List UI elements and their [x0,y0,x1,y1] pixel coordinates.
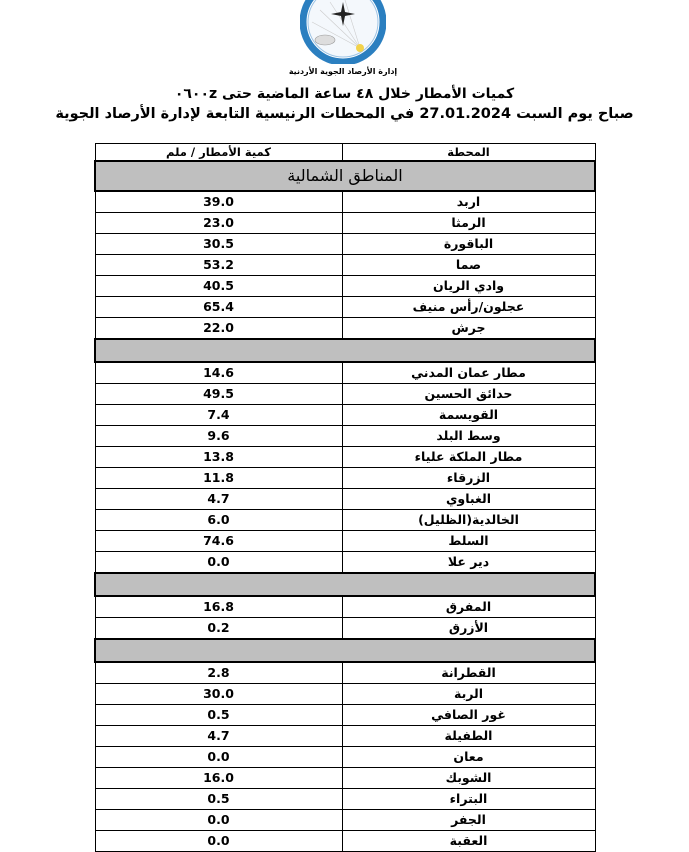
region-header-row [95,573,595,596]
table-row [95,405,595,426]
station-name: الباقورة [342,234,595,255]
jmd-logo [300,0,386,64]
station-name: الزرقاء [342,468,595,489]
station-name: القويسمة [342,405,595,426]
table-row [95,747,595,768]
station-name: العقبة [342,831,595,852]
station-name: صما [342,255,595,276]
rain-amount: 9.6 [95,426,342,447]
rain-amount: 16.0 [95,768,342,789]
station-name: الأزرق [342,618,595,640]
table-row [95,510,595,531]
region-header-row [95,161,595,191]
station-name: مطار الملكة علياء [342,447,595,468]
table-row [95,726,595,747]
station-name: الطفيلة [342,726,595,747]
table-header-row [95,144,595,162]
rain-amount: 40.5 [95,276,342,297]
table-row [95,426,595,447]
rain-amount: 4.7 [95,726,342,747]
table-row [95,768,595,789]
rain-amount: 6.0 [95,510,342,531]
logo-caption: إدارة الأرصاد الجوية الأردنية [288,67,398,76]
station-name: مطار عمان المدني [342,362,595,384]
rain-amount: 0.5 [95,705,342,726]
table-row [95,468,595,489]
rain-amount: 0.0 [95,552,342,574]
rain-amount: 13.8 [95,447,342,468]
report-subtitle: صباح يوم السبت 27.01.2024 في المحطات الرنيسية التابعة لإدارة الأرصاد الجوية [55,106,634,122]
table-row [95,489,595,510]
station-name: غور الصافي [342,705,595,726]
station-name: وسط البلد [342,426,595,447]
rain-amount: 0.0 [95,747,342,768]
station-name: الخالدية(الظليل) [342,510,595,531]
region-header-row [95,339,595,362]
rain-amount: 11.8 [95,468,342,489]
table-row [95,705,595,726]
table-row [95,531,595,552]
rain-amount: 49.5 [95,384,342,405]
rain-amount: 39.0 [95,191,342,213]
rain-amount: 30.0 [95,684,342,705]
table-row [95,318,595,340]
table-row [95,234,595,255]
rain-amount: 74.6 [95,531,342,552]
rain-amount: 53.2 [95,255,342,276]
table-row [95,276,595,297]
station-name: وادي الريان [342,276,595,297]
rain-amount: 4.7 [95,489,342,510]
station-name: الشوبك [342,768,595,789]
rain-amount: 7.4 [95,405,342,426]
station-name: الرمثا [342,213,595,234]
station-name: السلط [342,531,595,552]
region-name [95,573,595,596]
table-row [95,810,595,831]
table-row [95,684,595,705]
table-row [95,552,595,574]
table-row [95,662,595,684]
station-name: دير علا [342,552,595,574]
table-row [95,596,595,618]
region-name: المناطق الشمالية [95,161,595,191]
station-name: الجفر [342,810,595,831]
station-name: اربد [342,191,595,213]
rain-amount: 65.4 [95,297,342,318]
table-row [95,362,595,384]
rain-amount: 22.0 [95,318,342,340]
region-name [95,339,595,362]
table-row [95,213,595,234]
table-row [95,384,595,405]
table-row [95,255,595,276]
station-name: القطرانة [342,662,595,684]
column-header-amount: كمية الأمطار / ملم [95,144,342,162]
rain-amount: 0.5 [95,789,342,810]
table-row [95,789,595,810]
rainfall-table [94,143,596,852]
rain-amount: 0.0 [95,831,342,852]
station-name: جرش [342,318,595,340]
region-header-row [95,639,595,662]
station-name: معان [342,747,595,768]
table-row [95,831,595,852]
region-name [95,639,595,662]
station-name: البتراء [342,789,595,810]
station-name: الربة [342,684,595,705]
rain-amount: 23.0 [95,213,342,234]
station-name: حدائق الحسين [342,384,595,405]
rain-amount: 2.8 [95,662,342,684]
rain-amount: 0.2 [95,618,342,640]
rain-amount: 14.6 [95,362,342,384]
rain-amount: 16.8 [95,596,342,618]
station-name: المفرق [342,596,595,618]
table-row [95,297,595,318]
station-name: عجلون/رأس منيف [342,297,595,318]
station-name: الغباوي [342,489,595,510]
table-row [95,447,595,468]
column-header-station: المحطة [342,144,595,162]
report-title: كميات الأمطار خلال ٤٨ ساعة الماضية حتى ٠٦٠٠z [174,86,515,102]
rain-amount: 0.0 [95,810,342,831]
rain-amount: 30.5 [95,234,342,255]
table-row [95,618,595,640]
table-row [95,191,595,213]
